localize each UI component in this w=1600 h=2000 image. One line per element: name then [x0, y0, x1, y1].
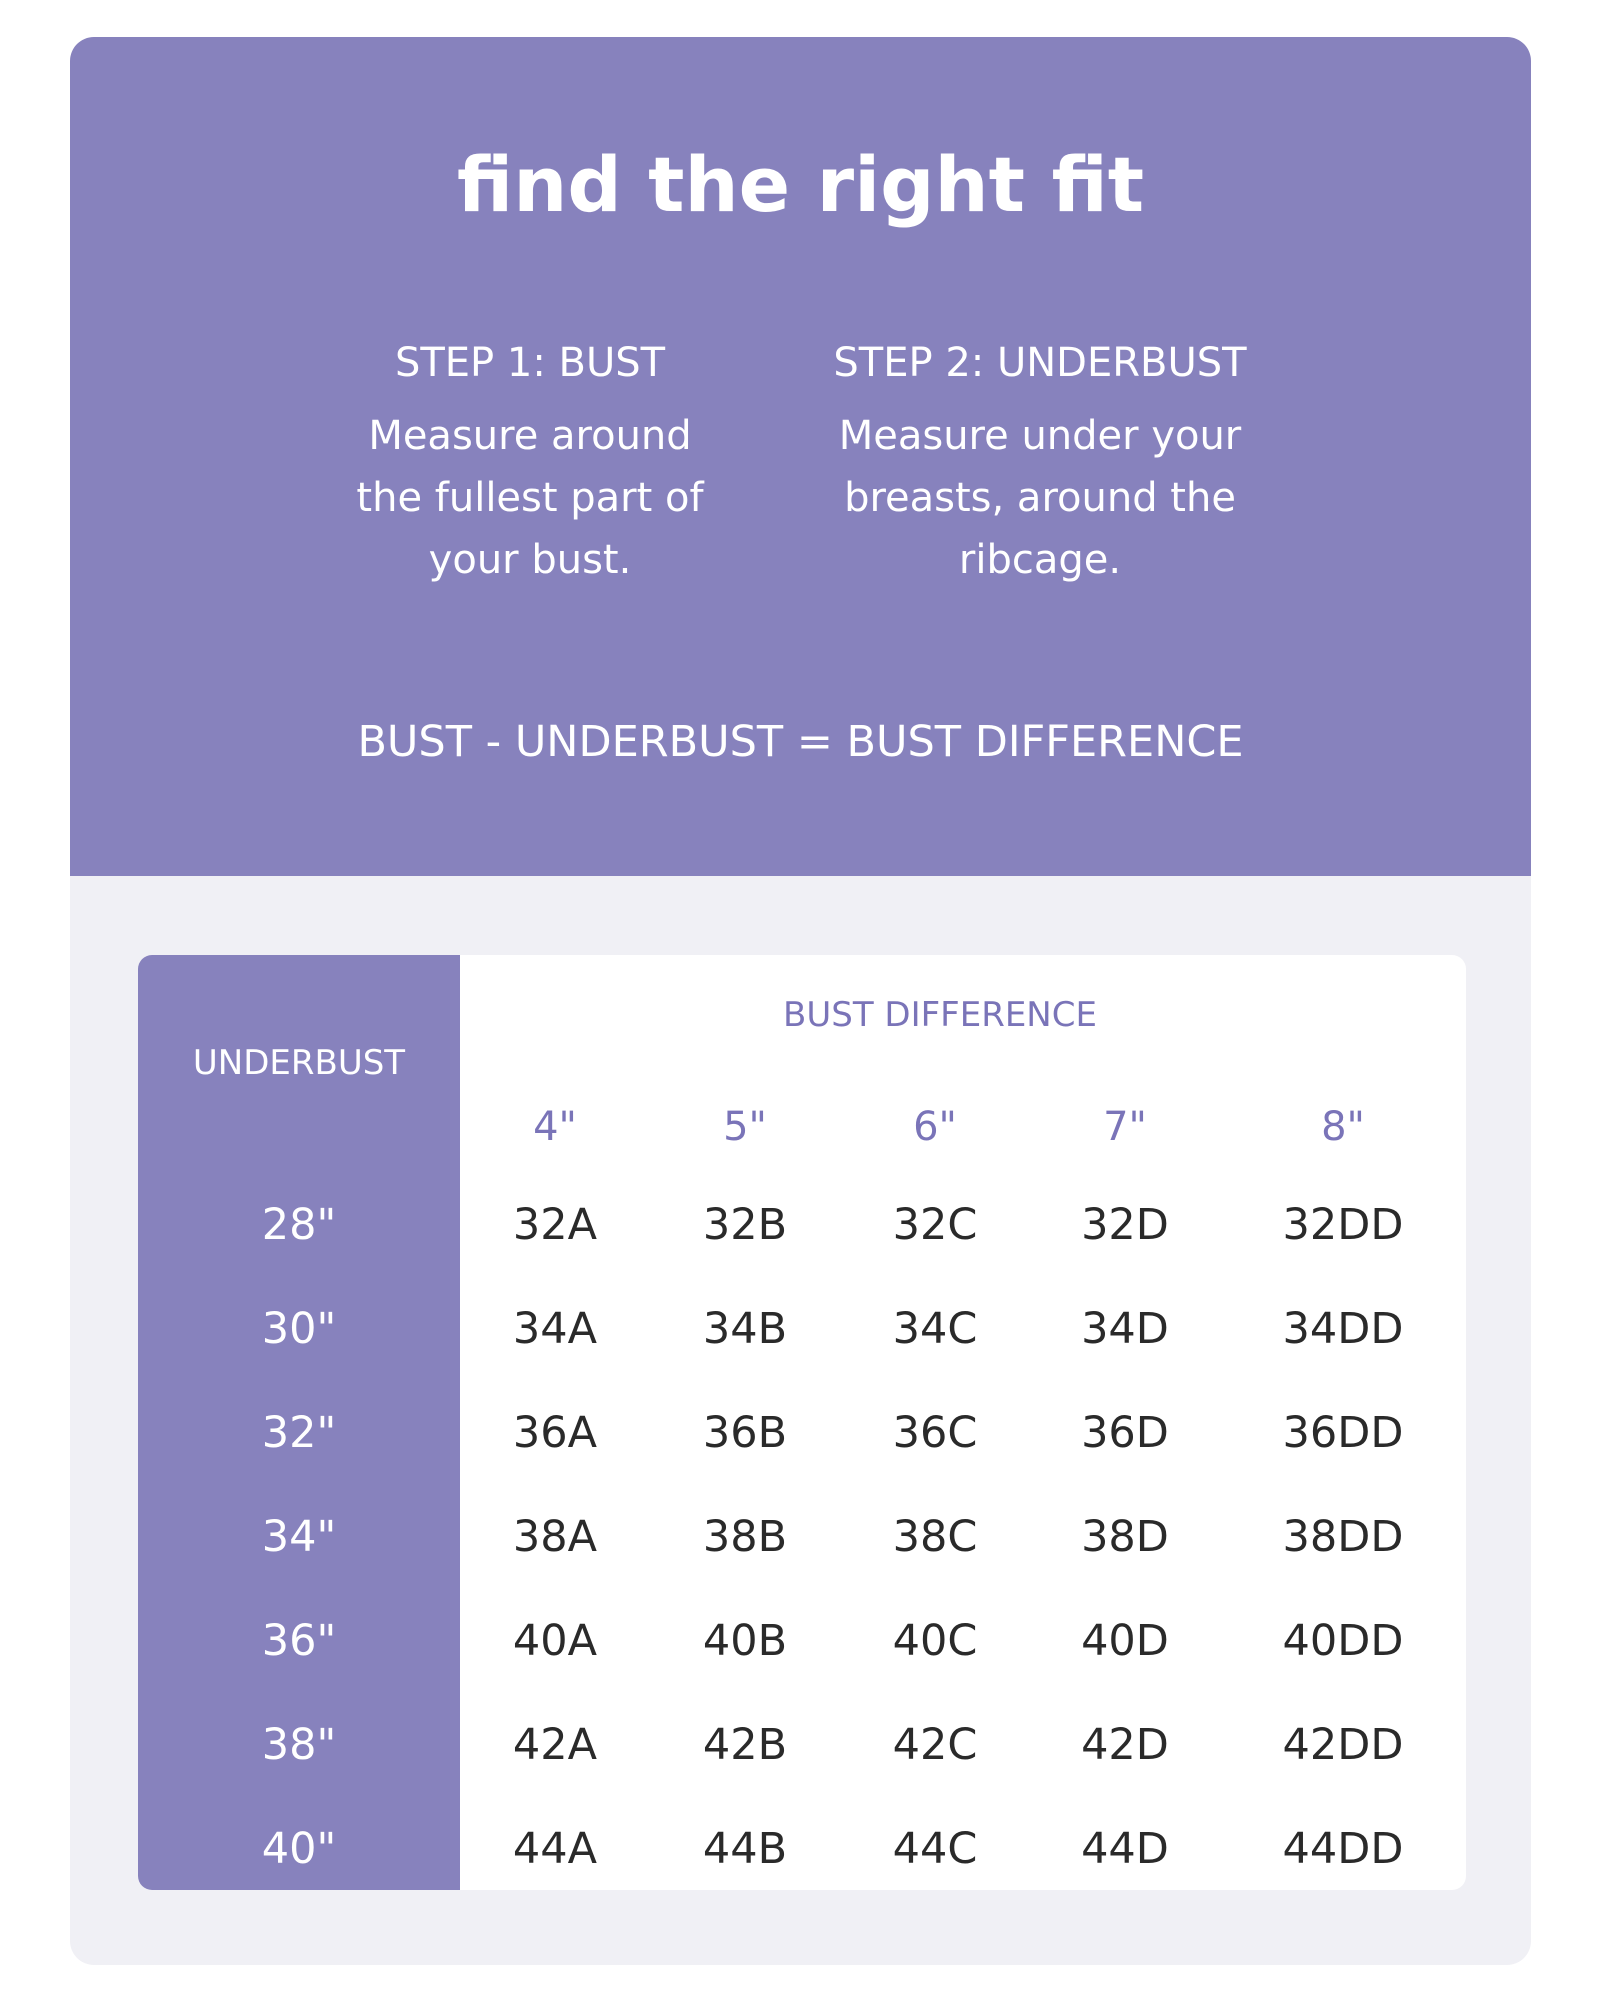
bust-difference-row — [460, 1087, 1466, 1167]
size-grid — [460, 955, 1466, 1890]
underbust-value: 40" — [261, 1824, 337, 1874]
underbust-value: 36" — [261, 1616, 337, 1666]
size-cell: 34DD — [1282, 1304, 1404, 1354]
size-cell: 32DD — [1282, 1200, 1404, 1250]
size-cell: 38C — [892, 1512, 978, 1562]
step-bust-title: STEP 1: BUST — [394, 340, 666, 386]
step-underbust-description: Measure under your breasts, around the ribcage. — [838, 413, 1242, 583]
underbust-column — [138, 955, 460, 1890]
fit-guide-header — [70, 37, 1531, 876]
size-cell: 42B — [702, 1720, 788, 1770]
page-title: find the right fit — [456, 140, 1145, 229]
size-cell: 34D — [1081, 1304, 1169, 1354]
size-cell: 38DD — [1282, 1512, 1404, 1562]
size-cell: 40D — [1081, 1616, 1169, 1666]
size-guide-card — [70, 37, 1531, 1965]
underbust-value: 34" — [261, 1512, 337, 1562]
size-rows — [460, 1173, 1466, 1890]
size-cell: 44DD — [1282, 1824, 1404, 1874]
size-cell: 32C — [892, 1200, 978, 1250]
table-row — [460, 1797, 1466, 1890]
underbust-value: 38" — [261, 1720, 337, 1770]
bust-difference-formula: BUST - UNDERBUST = BUST DIFFERENCE — [357, 717, 1244, 767]
table-row — [460, 1485, 1466, 1589]
size-cell: 38B — [702, 1512, 788, 1562]
table-row — [460, 1277, 1466, 1381]
size-cell: 32B — [702, 1200, 788, 1250]
size-cell: 42C — [892, 1720, 978, 1770]
table-row — [460, 1693, 1466, 1797]
table-row — [460, 1173, 1466, 1277]
table-row — [460, 1589, 1466, 1693]
size-cell: 40C — [892, 1616, 978, 1666]
size-cell: 34C — [892, 1304, 978, 1354]
bust-difference-value: 8" — [1321, 1104, 1365, 1150]
size-cell: 44D — [1081, 1824, 1169, 1874]
size-cell: 44A — [512, 1824, 598, 1874]
underbust-header: UNDERBUST — [192, 1043, 406, 1083]
underbust-value: 30" — [261, 1304, 337, 1354]
step-bust-description: Measure around the fullest part of your bust. — [356, 413, 704, 583]
underbust-value: 32" — [261, 1408, 337, 1458]
step-bust — [270, 339, 790, 591]
step-underbust — [780, 339, 1300, 591]
size-cell: 36B — [702, 1408, 788, 1458]
size-cell: 36D — [1081, 1408, 1169, 1458]
table-row — [460, 1381, 1466, 1485]
size-cell: 40DD — [1282, 1616, 1404, 1666]
size-cell: 34B — [702, 1304, 788, 1354]
size-cell: 42D — [1081, 1720, 1169, 1770]
bust-difference-header: BUST DIFFERENCE — [783, 995, 1097, 1035]
size-cell: 40B — [702, 1616, 788, 1666]
bust-difference-value: 7" — [1103, 1104, 1147, 1150]
size-cell: 34A — [512, 1304, 598, 1354]
size-cell: 40A — [512, 1616, 598, 1666]
underbust-values — [138, 1173, 460, 1890]
size-cell: 42A — [512, 1720, 598, 1770]
bust-difference-value: 4" — [533, 1104, 577, 1150]
size-chart-table — [138, 955, 1466, 1890]
size-cell: 36A — [512, 1408, 598, 1458]
size-cell: 38D — [1081, 1512, 1169, 1562]
bust-difference-value: 6" — [913, 1104, 957, 1150]
underbust-value: 28" — [261, 1200, 337, 1250]
step-underbust-title: STEP 2: UNDERBUST — [833, 340, 1247, 386]
size-cell: 36C — [892, 1408, 978, 1458]
size-cell: 44C — [892, 1824, 978, 1874]
size-cell: 32D — [1081, 1200, 1169, 1250]
size-cell: 42DD — [1282, 1720, 1404, 1770]
size-cell: 36DD — [1282, 1408, 1404, 1458]
size-cell: 38A — [512, 1512, 598, 1562]
bust-difference-value: 5" — [723, 1104, 767, 1150]
size-cell: 32A — [512, 1200, 598, 1250]
size-cell: 44B — [702, 1824, 788, 1874]
